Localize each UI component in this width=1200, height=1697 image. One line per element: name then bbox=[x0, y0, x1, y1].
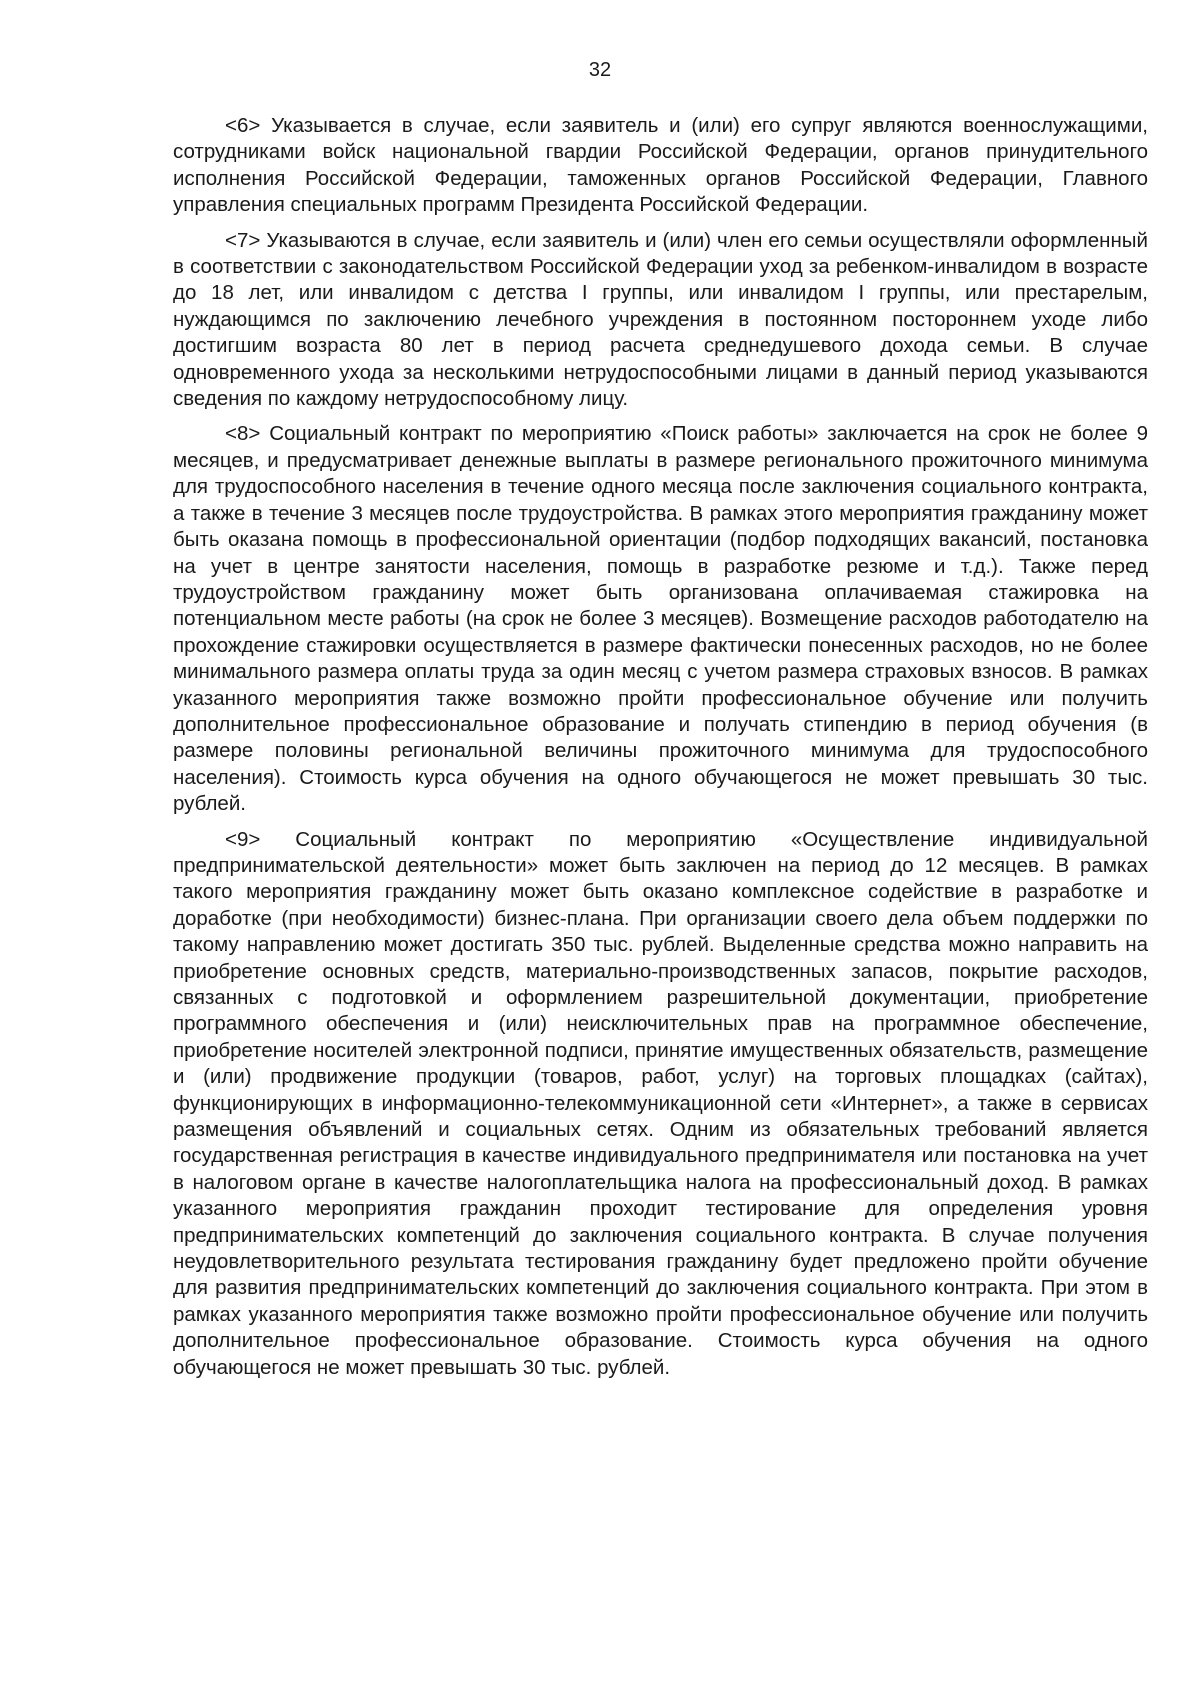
page-number: 32 bbox=[588, 59, 612, 81]
footnotes-section bbox=[173, 113, 1148, 1390]
footnote-8: <8> Социальный контракт по мероприятию «Поиск работы» заключается на срок не более 9 месяцев, и предусматривает денежные выплаты в размере регионального прожиточного минимума для трудоспособного населения в течение одного месяца после заключения социального контракта, а также в течение 3 месяцев после трудоустройства. В рамках этого мероприятия гражданину может быть оказана помощь в профессиональной ориентации (подбор подходящих вакансий, постановка на учет в центре занятости населения, помощь в разработке резюме и т.д.). Также перед трудоустройством гражданину может быть организована оплачиваемая стажировка на потенциальном месте работы (на срок не более 3 месяцев). Возмещение расходов работодателю на прохождение стажировки осуществляется в размере фактически понесенных расходов, но не более минимального размера оплаты труда за один месяц с учетом размера страховых взносов. В рамках указанного мероприятия также возможно пройти профессиональное обучение или получить дополнительное профессиональное образование и получать стипендию в период обучения (в размере половины региональной величины прожиточного минимума для трудоспособного населения). Стоимость курса обучения на одного обучающегося не может превышать 30 тыс. рублей. bbox=[173, 422, 1148, 816]
footnote-9: <9> Социальный контракт по мероприятию «Осуществление индивидуальной предпринимательской деятельности» может быть заключен на период до 12 месяцев. В рамках такого мероприятия гражданину может быть оказано комплексное содействие в разработке и доработке (при необходимости) бизнес-плана. При организации своего дела объем поддержки по такому направлению может достигать 350 тыс. рублей. Выделенные средства можно направить на приобретение основных средств, материально-производственных запасов, покрытие расходов, связанных с подготовкой и оформлением разрешительной документации, приобретение программного обеспечения и (или) неисключительных прав на программное обеспечение, приобретение носителей электронной подписи, принятие имущественных обязательств, размещение и (или) продвижение продукции (товаров, работ, услуг) на торговых площадках (сайтах), функционирующих в информационно-телекоммуникационной сети «Интернет», а также в сервисах размещения объявлений и социальных сетях. Одним из обязательных требований является государственная регистрация в качестве индивидуального предпринимателя или постановка на учет в налоговом органе в качестве налогоплательщика налога на профессиональный доход. В рамках указанного мероприятия гражданин проходит тестирование для определения уровня предпринимательских компетенций до заключения социального контракта. В случае получения неудовлетворительного результата тестирования гражданину будет предложено пройти обучение для развития предпринимательских компетенций до заключения социального контракта. При этом в рамках указанного мероприятия также возможно пройти профессиональное обучение или получить дополнительное профессиональное образование. Стоимость курса обучения на одного обучающегося не может превышать 30 тыс. рублей. bbox=[173, 827, 1148, 1379]
footnote-7: <7> Указываются в случае, если заявитель и (или) член его семьи осуществляли оформленный в соответствии с законодательством Российской Федерации уход за ребенком-инвалидом в возрасте до 18 лет, или инвалидом с детства I группы, или инвалидом I группы, или престарелым, нуждающимся по заключению лечебного учреждения в постоянном постороннем уходе либо достигшим возраста 80 лет в период расчета среднедушевого дохода семьи. В случае одновременного ухода за несколькими нетрудоспособными лицами в данный период указываются сведения по каждому нетрудоспособному лицу. bbox=[173, 228, 1148, 411]
footnote-6: <6> Указывается в случае, если заявитель и (или) его супруг являются военнослужащими, сотрудниками войск национальной гвардии Российской Федерации, органов принудительного исполнения Российской Федерации, таможенных органов Российской Федерации, Главного управления специальных программ Президента Российской Федерации. bbox=[173, 114, 1148, 217]
